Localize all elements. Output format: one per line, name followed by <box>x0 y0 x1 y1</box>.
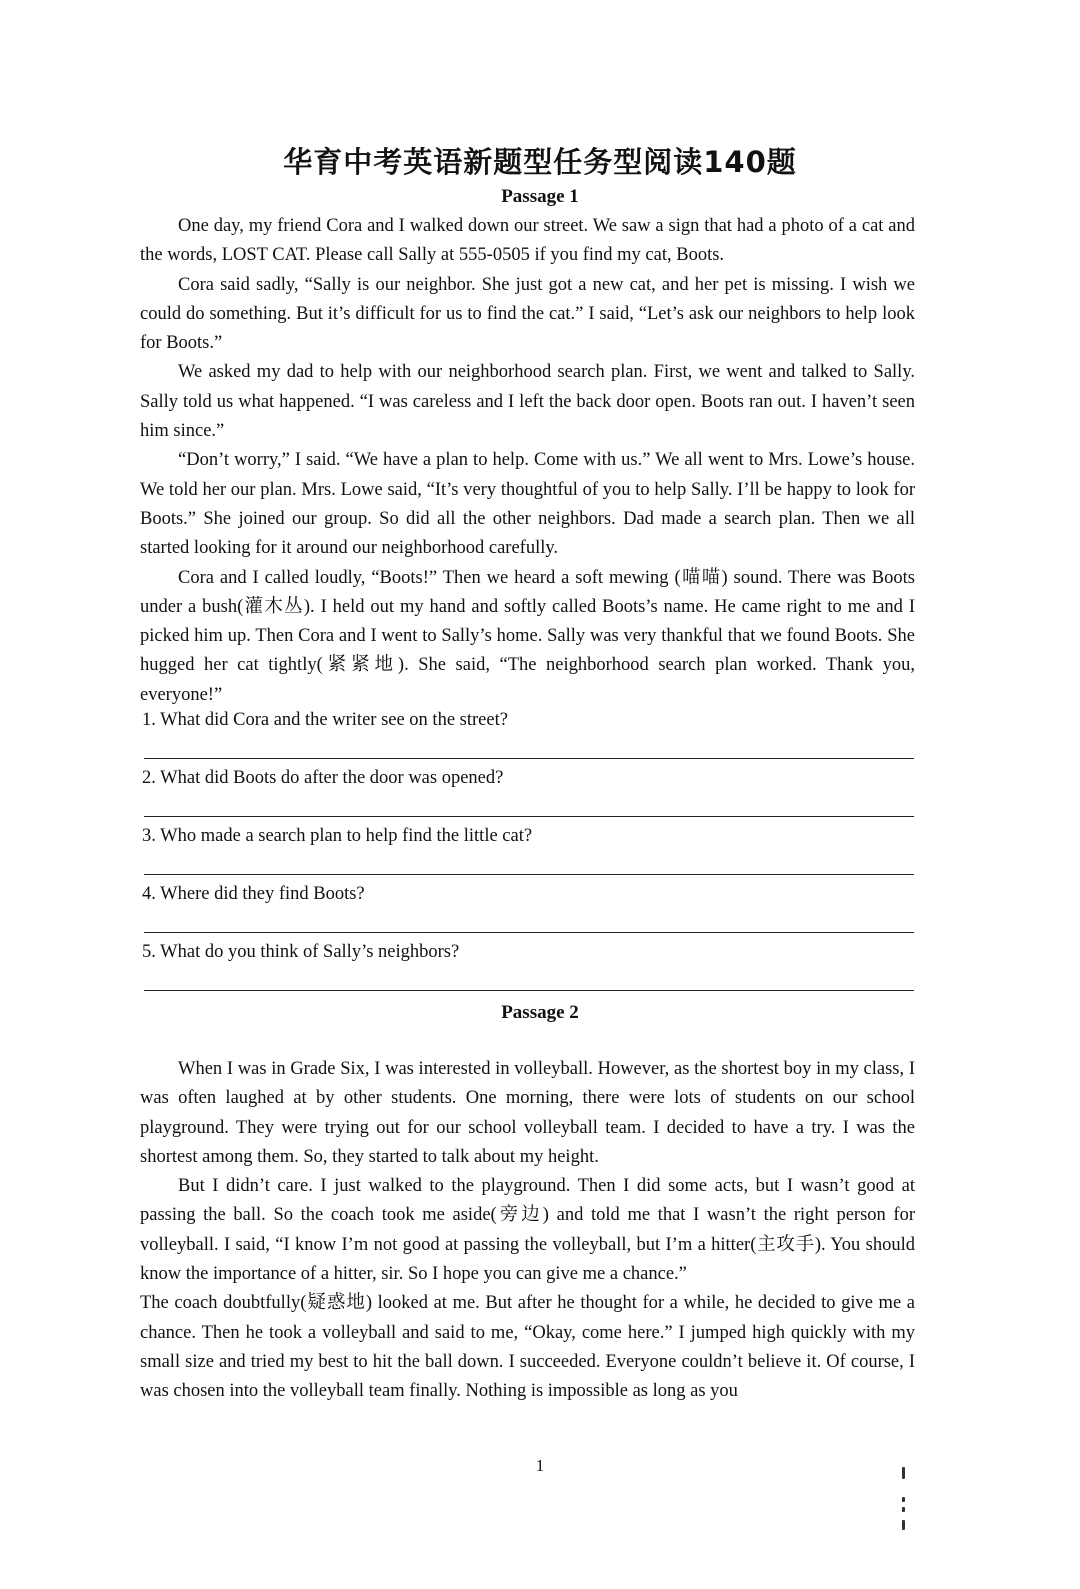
passage-2-paragraph: The coach doubtfully(疑惑地) looked at me. But after he thought for a while, he decided to give me a chance. Then he took a volleyball and said to me, “Okay, come here.” I jumped high quickly with my small size and tried my best to hit the ball down. I succeeded. Everyone couldn’t believe it. Of course, I was chosen into the volleyball team finally. Nothing is impossible as long as you <box>140 1293 915 1402</box>
passage-1-paragraph: “Don’t worry,” I said. “We have a plan to help. Come with us.” We all went to Mrs. Lowe’s house. We told her our plan. Mrs. Lowe said, “It’s very thoughtful of you to help Sally. I’ll be happy to look for Boots.” She joined our group. So did all the other neighbors. Dad made a search plan. Then we all started looking for it around our neighborhood carefully. <box>140 450 915 559</box>
passage-2-paragraph: When I was in Grade Six, I was interested in volleyball. However, as the shortest boy in my class, I was often laughed at by other students. One morning, there were lots of students on our school playground. They were trying out for our school volleyball team. I decided to have a try. I was the shortest among them. So, they started to talk about my height. <box>140 1059 915 1167</box>
document-title: 华育中考英语新题型任务型阅读140题 <box>283 145 797 179</box>
question-text: 2. What did Boots do after the door was opened? <box>142 768 504 788</box>
answer-line[interactable] <box>144 990 914 991</box>
passage-1-paragraph: One day, my friend Cora and I walked down our street. We saw a sign that had a photo of a cat and the words, LOST CAT. Please call Sally at 555-0505 if you find my cat, Boots. <box>140 216 915 266</box>
passage-2-heading: Passage 2 <box>501 1002 579 1023</box>
answer-line[interactable] <box>144 932 914 933</box>
question-item <box>140 936 915 994</box>
scan-edge-mark <box>902 1507 905 1512</box>
answer-line[interactable] <box>144 874 914 875</box>
question-item <box>140 762 915 820</box>
passage-1-paragraph: Cora and I called loudly, “Boots!” Then we heard a soft mewing (喵喵) sound. There was Boots under a bush(灌木丛). I held out my hand and softly called Boots’s name. He came right to me and I picked him up. Then Cora and I went to Sally’s home. Sally was very thankful that we found Boots. She hugged her cat tightly(紧紧地). She said, “The neighborhood search plan worked. Thank you, everyone!” <box>140 567 915 705</box>
passage-1-heading: Passage 1 <box>501 186 579 207</box>
passage-1-paragraph: Cora said sadly, “Sally is our neighbor. She just got a new cat, and her pet is missing. I wish we could do something. But it’s difficult for us to find the cat.” I said, “Let’s ask our neighbors to help look for Boots.” <box>140 274 915 354</box>
scan-edge-mark <box>902 1497 905 1502</box>
question-text: 1. What did Cora and the writer see on the street? <box>142 710 508 730</box>
question-item <box>140 878 915 936</box>
question-text: 4. Where did they find Boots? <box>142 884 365 904</box>
passage-1-body <box>140 212 915 710</box>
question-item <box>140 820 915 878</box>
scan-edge-mark <box>902 1520 905 1530</box>
passage-2-body <box>140 1055 915 1407</box>
passage-1-questions <box>140 704 915 994</box>
question-item <box>140 704 915 762</box>
question-text: 5. What do you think of Sally’s neighbors? <box>142 942 460 962</box>
answer-line[interactable] <box>144 816 914 817</box>
passage-2-paragraph: But I didn’t care. I just walked to the playground. Then I did some acts, but I wasn’t good at passing the ball. So the coach took me aside(旁边) and told me that I wasn’t the right person for volleyball. I said, “I know I’m not good at passing the volleyball, but I’m a hitter(主攻手). You should know the importance of a hitter, sir. So I hope you can give me a chance.” <box>140 1176 915 1285</box>
answer-line[interactable] <box>144 758 914 759</box>
page-number: 1 <box>535 1456 545 1475</box>
question-text: 3. Who made a search plan to help find the little cat? <box>142 826 533 846</box>
passage-1-paragraph: We asked my dad to help with our neighborhood search plan. First, we went and talked to Sally. Sally told us what happened. “I was careless and I left the back door open. Boots ran out. I haven’t seen him since.” <box>140 362 915 442</box>
scan-edge-mark <box>902 1467 905 1479</box>
